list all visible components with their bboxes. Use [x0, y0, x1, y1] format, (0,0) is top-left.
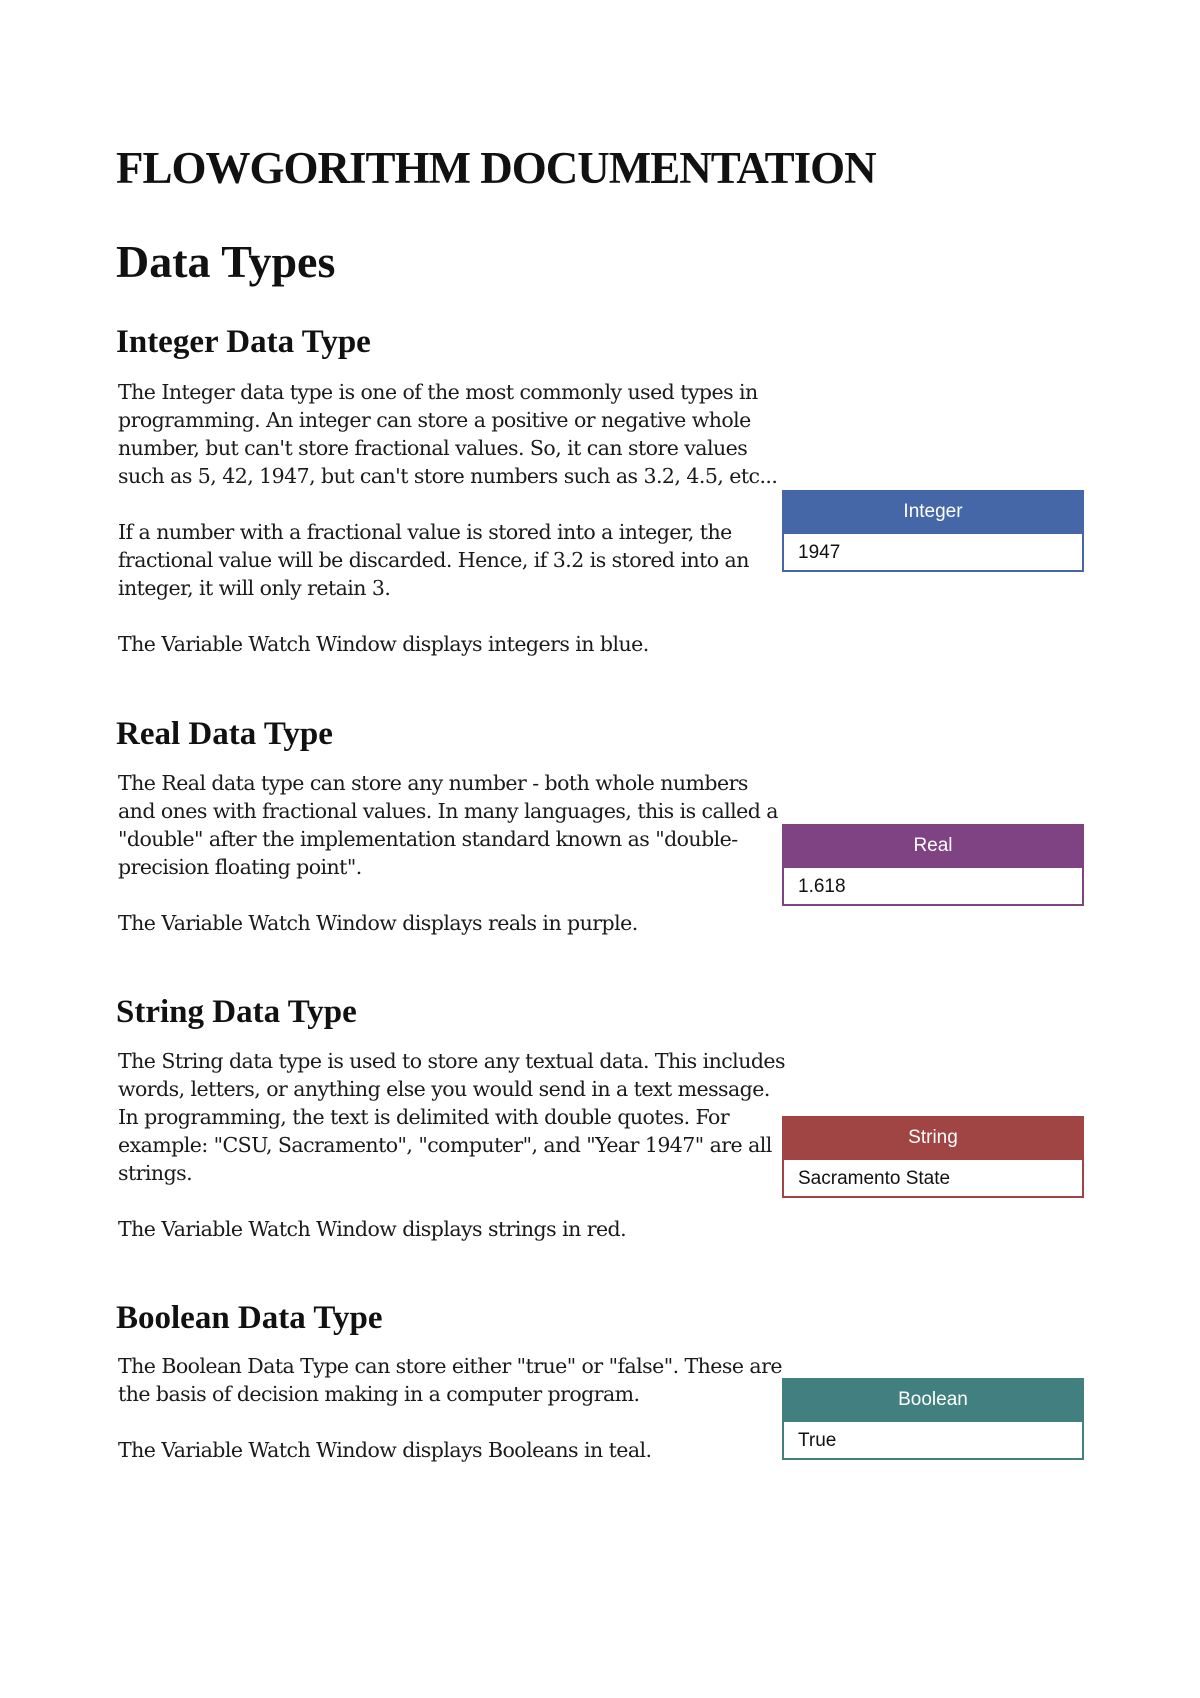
paragraph: If a number with a fractional value is stored into a integer, the fractional value will be discarded. Hence, if 3.2 is stored into an integer, it will only retain 3.	[118, 520, 749, 600]
watch-type-label: Boolean	[784, 1380, 1082, 1420]
paragraph: The Variable Watch Window displays reals in purple.	[118, 911, 638, 935]
paragraph: The Real data type can store any number - both whole numbers and ones with fractional values. In many languages, this is called a "double" after the implementation standard known as "double-precision floating point".	[118, 771, 778, 879]
paragraph: The Variable Watch Window displays integers in blue.	[118, 632, 649, 656]
section-heading-real: Real Data Type	[116, 716, 333, 752]
paragraph: The Variable Watch Window displays strings in red.	[118, 1217, 627, 1241]
paragraph: The Variable Watch Window displays Booleans in teal.	[118, 1438, 652, 1462]
watch-box-string	[782, 1116, 1084, 1198]
section-body-string	[118, 1047, 786, 1243]
section-body-integer	[118, 378, 786, 658]
watch-value: True	[784, 1420, 1082, 1458]
chapter-title: Data Types	[116, 236, 336, 287]
document-title: FLOWGORITHM DOCUMENTATION	[116, 143, 876, 193]
watch-type-label: String	[784, 1118, 1082, 1158]
section-body-boolean	[118, 1352, 786, 1464]
watch-box-integer	[782, 490, 1084, 572]
paragraph: The String data type is used to store any textual data. This includes words, letters, or anything else you would send in a text message. In programming, the text is delimited with double quotes. For example: "CSU, Sacramento", "computer", and "Year 1947" are all strings.	[118, 1049, 785, 1185]
watch-type-label: Real	[784, 826, 1082, 866]
watch-type-label: Integer	[784, 492, 1082, 532]
watch-value: Sacramento State	[784, 1158, 1082, 1196]
section-heading-integer: Integer Data Type	[116, 324, 371, 360]
watch-box-real	[782, 824, 1084, 906]
paragraph: The Boolean Data Type can store either "true" or "false". These are the basis of decision making in a computer program.	[118, 1354, 782, 1406]
watch-value: 1.618	[784, 866, 1082, 904]
section-heading-boolean: Boolean Data Type	[116, 1300, 383, 1336]
section-body-real	[118, 769, 786, 937]
section-heading-string: String Data Type	[116, 994, 357, 1030]
watch-value: 1947	[784, 532, 1082, 570]
paragraph: The Integer data type is one of the most commonly used types in programming. An integer can store a positive or negative whole number, but can't store fractional values. So, it can store values such as 5, 42, 1947, but can't store numbers such as 3.2, 4.5, etc...	[118, 380, 778, 488]
watch-box-boolean	[782, 1378, 1084, 1460]
